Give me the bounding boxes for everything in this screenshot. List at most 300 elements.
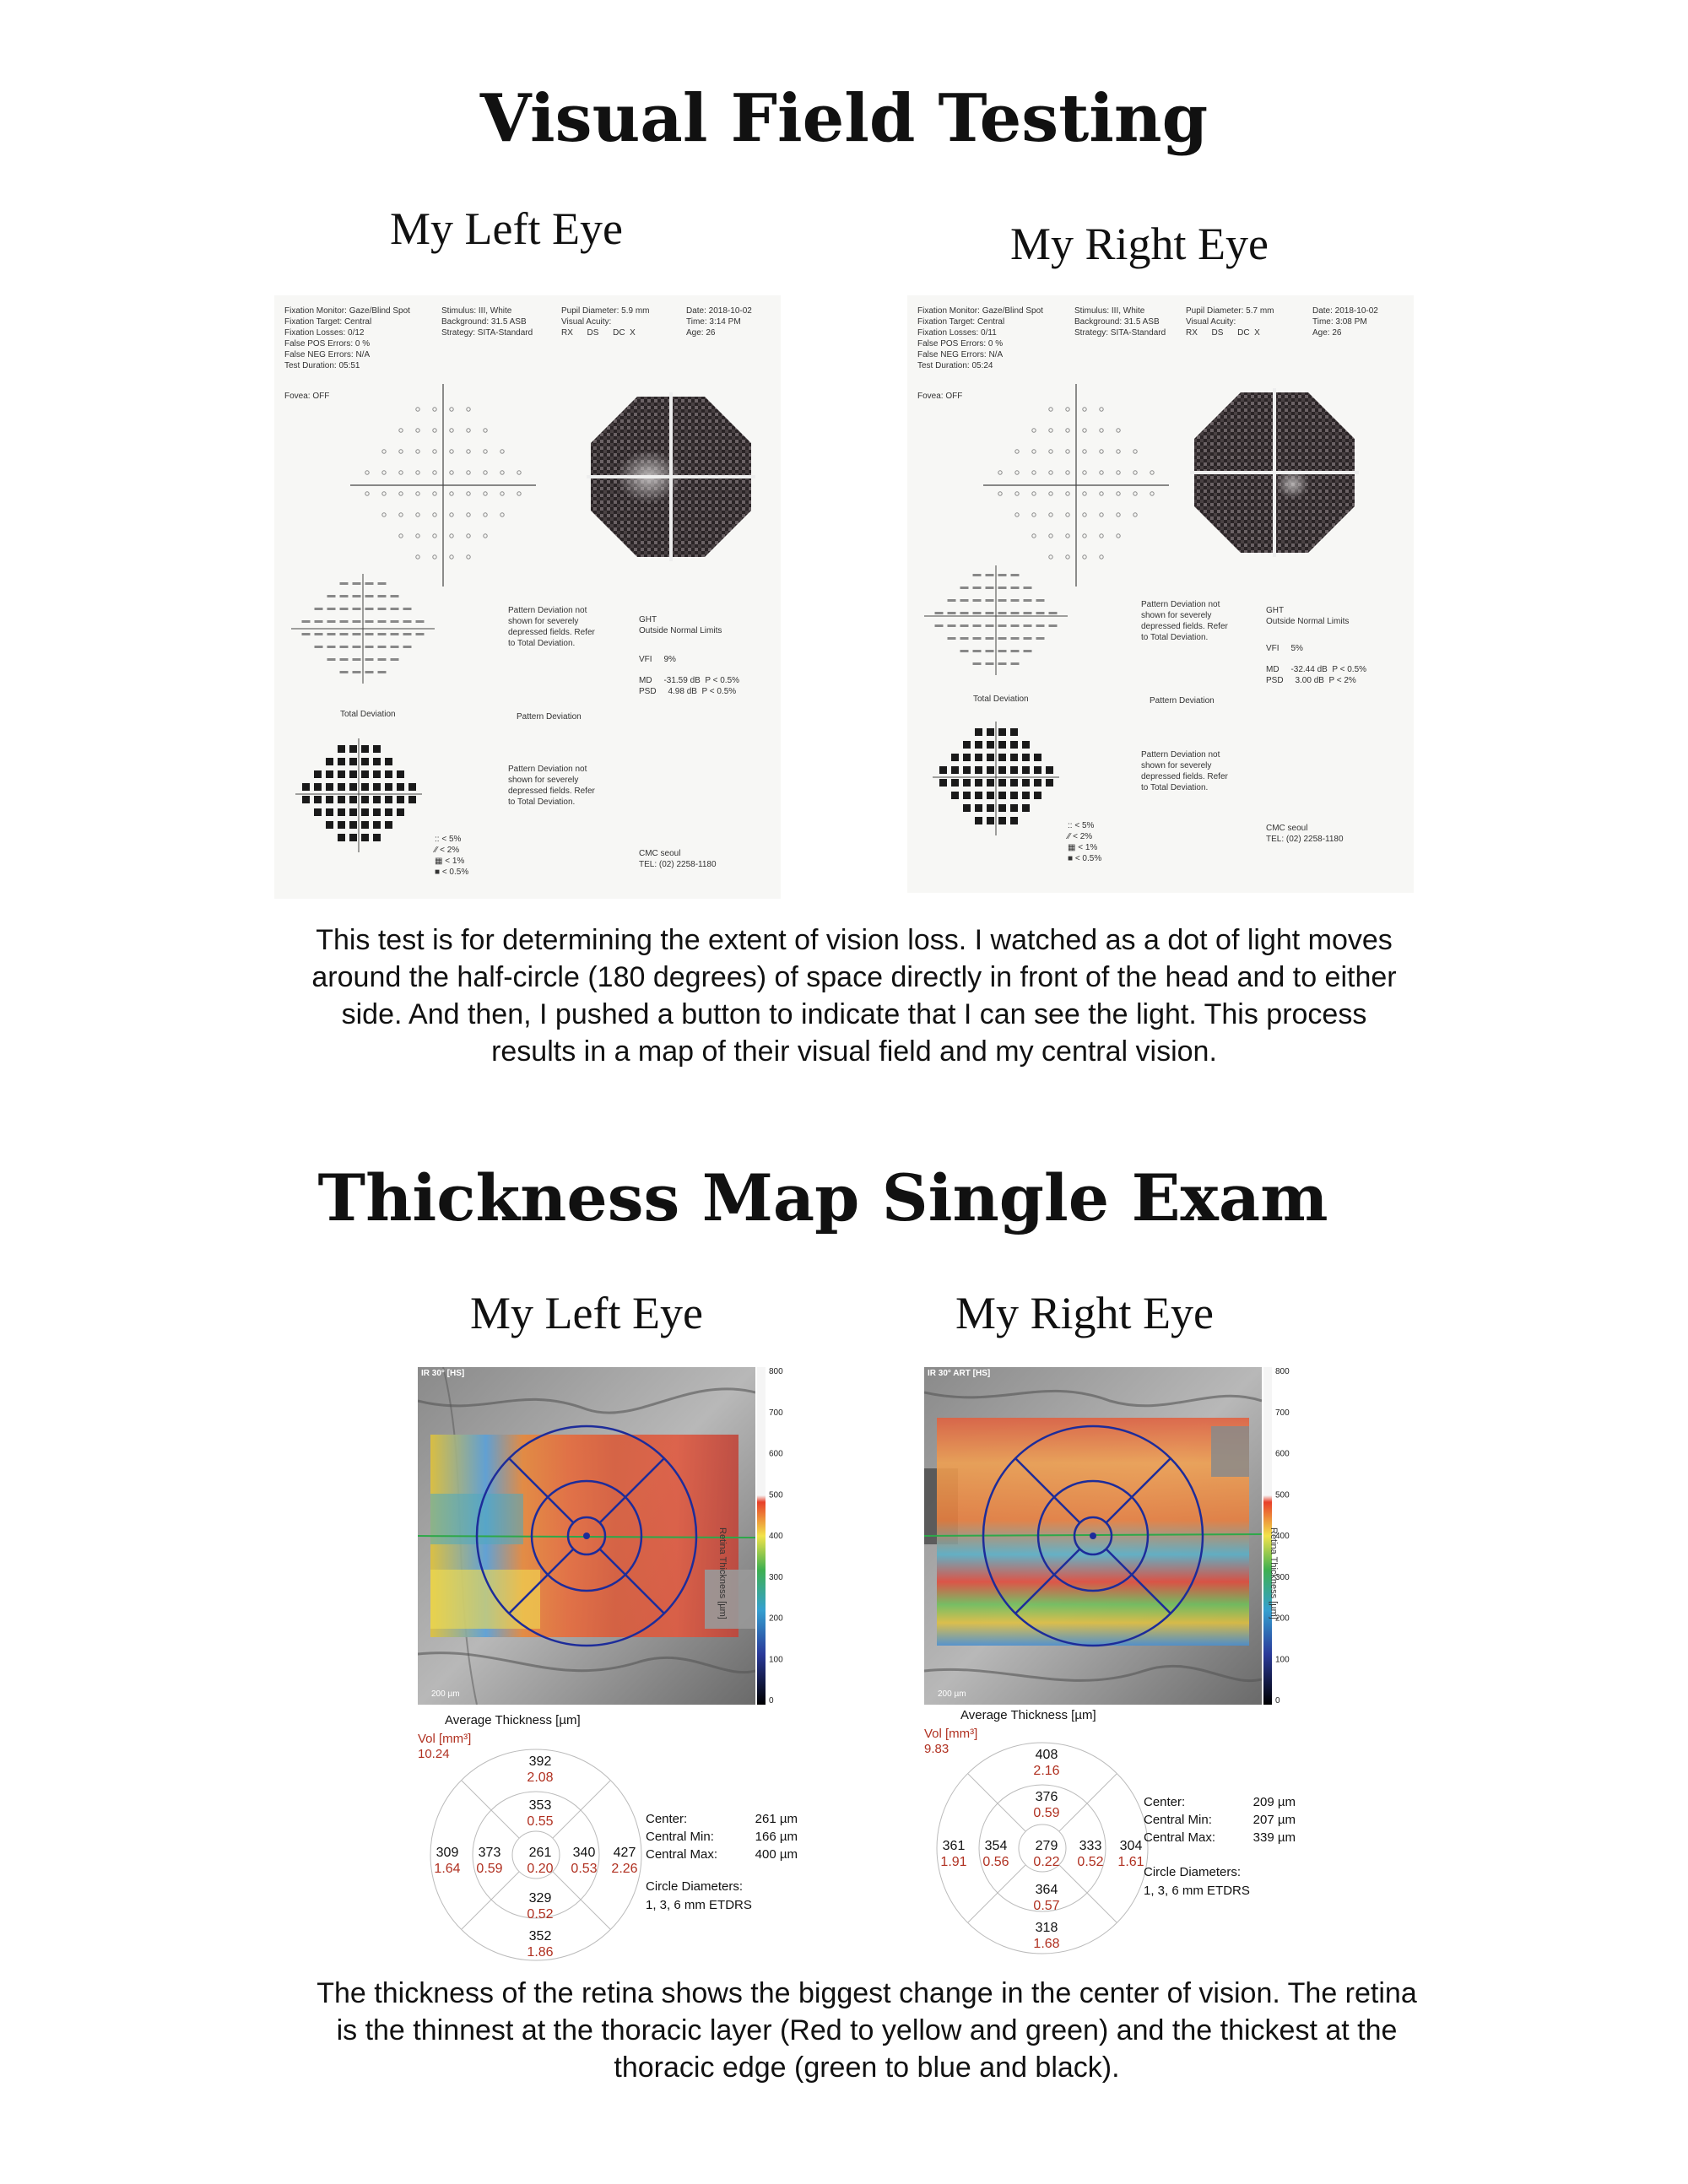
vf-test-point xyxy=(1100,555,1103,559)
vf-probability-square xyxy=(1010,792,1018,799)
tm-left-colorbar-title: Retina Thickness [µm] xyxy=(717,1527,728,1619)
vf-probability-square xyxy=(349,834,357,841)
colorbar-tick-label: 0 xyxy=(769,1696,774,1705)
vf-left-grayscale-map xyxy=(587,392,755,561)
vf-test-point xyxy=(1066,492,1069,495)
vf-test-point xyxy=(1100,408,1103,411)
vf-deviation-value xyxy=(365,658,374,661)
vf-test-point xyxy=(399,492,403,495)
vf-deviation-value xyxy=(365,671,374,673)
vf-deviation-value xyxy=(302,633,311,635)
vf-test-point xyxy=(1049,555,1052,559)
vf-deviation-value xyxy=(403,633,412,635)
vf-deviation-value xyxy=(973,637,982,640)
vf-probability-square xyxy=(1010,804,1018,812)
vf-probability-square xyxy=(349,758,357,765)
vf-test-point xyxy=(500,492,504,495)
vf-probability-square xyxy=(987,792,994,799)
vf-deviation-value xyxy=(378,633,387,635)
vf-probability-square xyxy=(338,821,345,829)
vf-probability-square xyxy=(1022,792,1030,799)
vf-probability-square xyxy=(1010,728,1018,736)
vf-deviation-value xyxy=(998,624,1007,627)
colorbar-tick-label: 700 xyxy=(769,1408,783,1418)
colorbar-tick-label: 300 xyxy=(769,1572,783,1582)
vf-probability-square xyxy=(361,808,369,816)
vf-deviation-value xyxy=(378,582,387,585)
vf-test-point xyxy=(399,429,403,432)
vf-test-point xyxy=(450,450,453,453)
vf-probability-square xyxy=(302,783,310,791)
vf-probability-square xyxy=(1010,766,1018,774)
vf-test-point xyxy=(399,471,403,474)
vf-test-point xyxy=(1015,450,1019,453)
vf-deviation-value xyxy=(1036,624,1045,627)
vf-deviation-value xyxy=(986,574,994,576)
vf-probability-square xyxy=(1022,754,1030,761)
vf-probability-square xyxy=(326,783,333,791)
vf-deviation-value xyxy=(353,646,361,648)
vf-test-point xyxy=(433,555,436,559)
vf-test-point xyxy=(416,555,419,559)
vf-probability-square xyxy=(361,758,369,765)
vf-test-point xyxy=(1100,450,1103,453)
vf-deviation-value xyxy=(1024,624,1032,627)
tm-right-circle-label: Circle Diameters: xyxy=(1144,1865,1242,1879)
vf-deviation-value xyxy=(315,633,323,635)
vf-test-point xyxy=(517,471,521,474)
vf-probability-square xyxy=(385,770,392,778)
vf-probability-square xyxy=(1010,741,1018,749)
vf-probability-square xyxy=(1034,766,1041,774)
vf-deviation-value xyxy=(998,662,1007,665)
vf-deviation-value xyxy=(986,637,994,640)
vf-test-point xyxy=(1083,513,1086,516)
vf-test-point xyxy=(1100,513,1103,516)
vf-probability-square xyxy=(963,792,971,799)
vf-test-point xyxy=(433,450,436,453)
vf-probability-square xyxy=(349,783,357,791)
vf-probability-square xyxy=(998,817,1006,824)
vf-probability-square xyxy=(939,766,947,774)
vf-test-point xyxy=(1083,429,1086,432)
vf-test-point xyxy=(1032,492,1036,495)
vf-deviation-value xyxy=(340,595,349,597)
vf-test-point xyxy=(484,471,487,474)
colorbar-tick-label: 400 xyxy=(769,1532,783,1541)
vf-right-ght: GHT Outside Normal Limits xyxy=(1266,606,1350,626)
vf-test-point xyxy=(1032,513,1036,516)
vf-test-point xyxy=(467,555,470,559)
vf-title: Visual Field Testing xyxy=(479,80,1209,157)
tm-right-ir-label: IR 30° ART [HS] xyxy=(928,1369,991,1378)
vf-deviation-value xyxy=(998,599,1007,602)
vf-test-point xyxy=(1100,429,1103,432)
vf-deviation-value xyxy=(378,671,387,673)
colorbar-tick-label: 600 xyxy=(1275,1449,1290,1459)
vf-probability-square xyxy=(963,804,971,812)
vf-probability-square xyxy=(975,817,982,824)
vf-left-legend: :: < 5% ⁄⁄ < 2% ▦ < 1% ■ < 0.5% xyxy=(435,835,469,877)
vf-test-point xyxy=(1015,492,1019,495)
vf-test-point xyxy=(484,513,487,516)
vf-deviation-value xyxy=(327,595,336,597)
tm-left-circle-label: Circle Diameters: xyxy=(646,1879,744,1894)
vf-deviation-value xyxy=(960,599,969,602)
vf-test-point xyxy=(450,492,453,495)
vf-right-total-deviation-numbers xyxy=(924,565,1068,675)
vf-test-point xyxy=(1083,450,1086,453)
vf-probability-square xyxy=(326,796,333,803)
vf-deviation-value xyxy=(998,650,1007,652)
colorbar-tick-label: 500 xyxy=(769,1490,783,1500)
vf-test-point xyxy=(484,450,487,453)
vf-probability-square xyxy=(975,741,982,749)
vf-test-point xyxy=(1150,471,1154,474)
vf-left-pd-note-2: Pattern Deviation not shown for severely depressed fields. Refer to Total Deviation. xyxy=(508,765,595,807)
vf-probability-square xyxy=(975,766,982,774)
vf-deviation-value xyxy=(391,633,399,635)
vf-probability-square xyxy=(1034,754,1041,761)
vf-deviation-value xyxy=(353,620,361,623)
vf-left-probability-plot xyxy=(295,738,422,852)
vf-deviation-value xyxy=(1011,637,1020,640)
vf-probability-square xyxy=(361,745,369,753)
vf-test-point xyxy=(1100,471,1103,474)
tm-left-panel xyxy=(401,1359,798,1966)
vf-test-point xyxy=(1117,492,1120,495)
vf-probability-square xyxy=(314,808,322,816)
vf-test-point xyxy=(1066,450,1069,453)
vf-deviation-value xyxy=(340,646,349,648)
vf-deviation-value xyxy=(948,637,956,640)
vf-deviation-value xyxy=(1011,574,1020,576)
vf-left-total-deviation-numbers xyxy=(291,574,435,684)
tm-right-avg-label: Average Thickness [µm] xyxy=(960,1708,1096,1722)
vf-probability-square xyxy=(338,796,345,803)
tm-left-inner-right: 340 0.53 xyxy=(571,1846,598,1876)
vf-test-point xyxy=(1083,534,1086,538)
vf-probability-square xyxy=(1046,766,1053,774)
vf-deviation-value xyxy=(948,599,956,602)
vf-test-point xyxy=(1032,429,1036,432)
vf-deviation-value xyxy=(986,587,994,589)
vf-deviation-value xyxy=(340,633,349,635)
vf-test-point xyxy=(1083,492,1086,495)
vf-probability-square xyxy=(987,728,994,736)
vf-probability-square xyxy=(975,792,982,799)
tm-left-outer-left: 309 1.64 xyxy=(434,1846,461,1876)
vf-probability-square xyxy=(998,728,1006,736)
tm-right-outer-bottom: 318 1.68 xyxy=(1033,1921,1060,1951)
vf-left-report xyxy=(274,295,781,899)
vf-left-info-col2: Stimulus: III, White Background: 31.5 ASB Strategy: SITA-Standard xyxy=(441,306,533,338)
vf-test-point xyxy=(450,429,453,432)
vf-test-point xyxy=(1133,471,1137,474)
vf-probability-square xyxy=(349,808,357,816)
vf-test-point xyxy=(1083,471,1086,474)
vf-probability-square xyxy=(998,766,1006,774)
vf-test-point xyxy=(1015,471,1019,474)
vf-left-clinic: CMC seoul TEL: (02) 2258-1180 xyxy=(639,849,717,869)
vf-probability-square xyxy=(361,821,369,829)
tm-left-scale-label: 200 µm xyxy=(431,1689,460,1699)
vf-probability-square xyxy=(397,808,404,816)
vf-test-point xyxy=(1133,513,1137,516)
vf-test-point xyxy=(1150,492,1154,495)
tm-left-circle-value: 1, 3, 6 mm ETDRS xyxy=(646,1898,752,1912)
vf-probability-square xyxy=(349,770,357,778)
vf-test-point xyxy=(433,492,436,495)
vf-deviation-value xyxy=(378,620,387,623)
vf-probability-square xyxy=(385,796,392,803)
vf-left-pd-label: Pattern Deviation xyxy=(517,712,582,722)
vf-deviation-value xyxy=(365,633,374,635)
vf-deviation-value xyxy=(315,646,323,648)
vf-test-point xyxy=(416,513,419,516)
vf-deviation-value xyxy=(1036,612,1045,614)
vf-probability-square xyxy=(987,766,994,774)
vf-probability-square xyxy=(373,770,381,778)
vf-deviation-value xyxy=(365,582,374,585)
tm-right-center: 279 0.22 xyxy=(1033,1839,1060,1869)
vf-test-point xyxy=(484,492,487,495)
vf-test-point xyxy=(1049,534,1052,538)
colorbar-tick-label: 600 xyxy=(769,1449,783,1459)
vf-probability-square xyxy=(1010,817,1018,824)
vf-test-point xyxy=(1066,534,1069,538)
vf-test-point xyxy=(467,429,470,432)
tm-right-panel xyxy=(907,1359,1304,1966)
vf-deviation-value xyxy=(340,582,349,585)
vf-right-pd-note: Pattern Deviation not shown for severely depressed fields. Refer to Total Deviation. xyxy=(1141,600,1228,642)
vf-deviation-value xyxy=(353,595,361,597)
vf-deviation-value xyxy=(378,608,387,610)
vf-deviation-value xyxy=(327,633,336,635)
vf-deviation-value xyxy=(391,620,399,623)
vf-right-legend: :: < 5% ⁄⁄ < 2% ▦ < 1% ■ < 0.5% xyxy=(1068,821,1102,863)
vf-deviation-value xyxy=(1036,637,1045,640)
vf-deviation-value xyxy=(998,587,1007,589)
vf-probability-square xyxy=(361,834,369,841)
vf-deviation-value xyxy=(986,599,994,602)
tm-left-colorbar xyxy=(755,1367,798,1705)
vf-test-point xyxy=(1015,513,1019,516)
vf-test-point xyxy=(1066,471,1069,474)
vf-deviation-value xyxy=(1011,650,1020,652)
vf-right-info-col1: Fixation Monitor: Gaze/Blind Spot Fixation Target: Central Fixation Losses: 0/11 False POS Errors: 0 % False NEG Errors: N/A Test Duration: 05:24 xyxy=(917,306,1043,370)
vf-test-point xyxy=(1049,429,1052,432)
vf-test-point xyxy=(365,471,369,474)
vf-test-point xyxy=(1133,492,1137,495)
vf-right-clinic: CMC seoul TEL: (02) 2258-1180 xyxy=(1266,824,1344,844)
vf-deviation-value xyxy=(365,620,374,623)
vf-right-eye-label: My Right Eye xyxy=(1010,219,1269,269)
vf-probability-square xyxy=(314,796,322,803)
vf-probability-square xyxy=(408,783,416,791)
vf-deviation-value xyxy=(1011,612,1020,614)
vf-right-threshold-plot xyxy=(975,380,1177,591)
vf-test-point xyxy=(416,429,419,432)
vf-left-threshold-plot xyxy=(342,380,544,591)
vf-test-point xyxy=(467,492,470,495)
vf-probability-square xyxy=(314,783,322,791)
vf-probability-square xyxy=(326,821,333,829)
vf-probability-square xyxy=(998,792,1006,799)
vf-test-point xyxy=(399,450,403,453)
vf-deviation-value xyxy=(1011,599,1020,602)
vf-deviation-value xyxy=(315,620,323,623)
vf-test-point xyxy=(382,513,386,516)
vf-test-point xyxy=(1049,492,1052,495)
vf-probability-square xyxy=(998,804,1006,812)
vf-deviation-value xyxy=(327,620,336,623)
vf-probability-square xyxy=(975,728,982,736)
vf-deviation-value xyxy=(1049,612,1058,614)
vf-deviation-value xyxy=(416,633,425,635)
vf-deviation-value xyxy=(340,658,349,661)
tm-left-inner-left: 373 0.59 xyxy=(476,1846,503,1876)
vf-probability-square xyxy=(951,792,959,799)
vf-probability-square xyxy=(987,754,994,761)
vf-test-point xyxy=(399,513,403,516)
vf-deviation-value xyxy=(391,646,399,648)
vf-probability-square xyxy=(373,834,381,841)
vf-test-point xyxy=(484,534,487,538)
vf-probability-square xyxy=(349,821,357,829)
vf-test-point xyxy=(500,471,504,474)
tm-right-circle-value: 1, 3, 6 mm ETDRS xyxy=(1144,1884,1250,1898)
tm-right-outer-left: 361 1.91 xyxy=(940,1839,967,1869)
vf-test-point xyxy=(1066,555,1069,559)
vf-test-point xyxy=(450,471,453,474)
vf-deviation-value xyxy=(935,624,944,627)
vf-probability-square xyxy=(373,745,381,753)
vf-test-point xyxy=(416,471,419,474)
tm-left-avg-label: Average Thickness [µm] xyxy=(445,1713,581,1727)
vf-probability-square xyxy=(326,770,333,778)
vf-deviation-value xyxy=(986,650,994,652)
vf-test-point xyxy=(1032,471,1036,474)
tm-left-vol-value: 10.24 xyxy=(418,1747,450,1761)
vf-probability-square xyxy=(385,758,392,765)
vf-probability-square xyxy=(963,741,971,749)
vf-deviation-value xyxy=(948,624,956,627)
vf-probability-square xyxy=(373,796,381,803)
vf-test-point xyxy=(1117,429,1120,432)
vf-deviation-value xyxy=(340,671,349,673)
vf-probability-square xyxy=(338,834,345,841)
vf-test-point xyxy=(382,450,386,453)
vf-probability-square xyxy=(361,770,369,778)
vf-probability-square xyxy=(373,758,381,765)
vf-test-point xyxy=(1117,471,1120,474)
vf-test-point xyxy=(433,471,436,474)
vf-probability-square xyxy=(975,804,982,812)
vf-deviation-value xyxy=(353,658,361,661)
vf-deviation-value xyxy=(365,646,374,648)
vf-probability-square xyxy=(1034,779,1041,787)
vf-probability-square xyxy=(314,770,322,778)
vf-probability-square xyxy=(939,779,947,787)
vf-test-point xyxy=(484,429,487,432)
vf-probability-square xyxy=(998,741,1006,749)
vf-probability-square xyxy=(998,754,1006,761)
vf-deviation-value xyxy=(960,587,969,589)
vf-deviation-value xyxy=(403,620,412,623)
vf-test-point xyxy=(416,450,419,453)
vf-deviation-value xyxy=(935,612,944,614)
vf-test-point xyxy=(1049,408,1052,411)
vf-left-pd-note: Pattern Deviation not shown for severely depressed fields. Refer to Total Deviation. xyxy=(508,606,595,648)
vf-probability-square xyxy=(987,741,994,749)
vf-probability-square xyxy=(963,766,971,774)
colorbar-tick-label: 100 xyxy=(1275,1655,1290,1665)
vf-right-vfi: VFI 5% xyxy=(1266,644,1303,653)
vf-test-point xyxy=(1066,429,1069,432)
tm-right-inner-top: 376 0.59 xyxy=(1033,1790,1060,1820)
vf-test-point xyxy=(1066,408,1069,411)
tm-left-stats: Center: 261 µm Central Min: 166 µm Central Max: 400 µm xyxy=(646,1812,798,1862)
vf-probability-square xyxy=(397,796,404,803)
tm-title: Thickness Map Single Exam xyxy=(317,1160,1328,1235)
vf-deviation-value xyxy=(391,608,399,610)
colorbar-tick-label: 300 xyxy=(1275,1572,1290,1582)
vf-test-point xyxy=(1117,534,1120,538)
tm-right-vol-label: Vol [mm³] xyxy=(924,1727,978,1741)
vf-deviation-value xyxy=(365,595,374,597)
vf-deviation-value xyxy=(327,658,336,661)
colorbar-tick-label: 200 xyxy=(769,1614,783,1624)
tm-right-inner-right: 333 0.52 xyxy=(1077,1839,1104,1869)
tm-left-fundus-map xyxy=(418,1367,755,1705)
vf-right-td-label: Total Deviation xyxy=(973,695,1029,704)
vf-deviation-value xyxy=(973,662,982,665)
vf-probability-square xyxy=(1010,754,1018,761)
vf-test-point xyxy=(1049,450,1052,453)
vf-deviation-value xyxy=(986,624,994,627)
vf-left-md: MD -31.59 dB P < 0.5% xyxy=(639,676,740,685)
vf-probability-square xyxy=(361,783,369,791)
vf-probability-square xyxy=(373,821,381,829)
tm-right-outer-right: 304 1.61 xyxy=(1117,1839,1144,1869)
vf-deviation-value xyxy=(1024,650,1032,652)
vf-left-vfi: VFI 9% xyxy=(639,655,676,664)
vf-probability-square xyxy=(975,779,982,787)
vf-probability-square xyxy=(338,808,345,816)
vf-deviation-value xyxy=(1024,637,1032,640)
vf-description: This test is for determining the extent of vision loss. I watched as a dot of light moves around the half-circle (180 degrees) of space directly in front of the head and to either side. And then, I pushed a button to indicate that I can see the light. This process results in a map of their visual field and my central vision. xyxy=(311,924,1397,1068)
vf-deviation-value xyxy=(960,612,969,614)
vf-left-info-col3: Pupil Diameter: 5.9 mm Visual Acuity: RX DS DC X xyxy=(561,306,650,338)
vf-test-point xyxy=(450,408,453,411)
vf-probability-square xyxy=(1010,779,1018,787)
vf-right-info-col4: Date: 2018-10-02 Time: 3:08 PM Age: 26 xyxy=(1312,306,1378,338)
vf-probability-square xyxy=(385,821,392,829)
vf-deviation-value xyxy=(353,671,361,673)
vf-test-point xyxy=(467,408,470,411)
vf-probability-square xyxy=(338,770,345,778)
vf-deviation-value xyxy=(998,612,1007,614)
colorbar-tick-label: 800 xyxy=(1275,1367,1290,1376)
vf-probability-square xyxy=(326,758,333,765)
vf-left-info-col1: Fixation Monitor: Gaze/Blind Spot Fixation Target: Central Fixation Losses: 0/12 False POS Errors: 0 % False NEG Errors: N/A Test Duration: 05:51 xyxy=(284,306,410,370)
tm-right-scale-label: 200 µm xyxy=(938,1689,966,1699)
vf-deviation-value xyxy=(327,608,336,610)
tm-left-inner-top: 353 0.55 xyxy=(527,1798,554,1829)
vf-deviation-value xyxy=(365,608,374,610)
vf-deviation-value xyxy=(378,646,387,648)
